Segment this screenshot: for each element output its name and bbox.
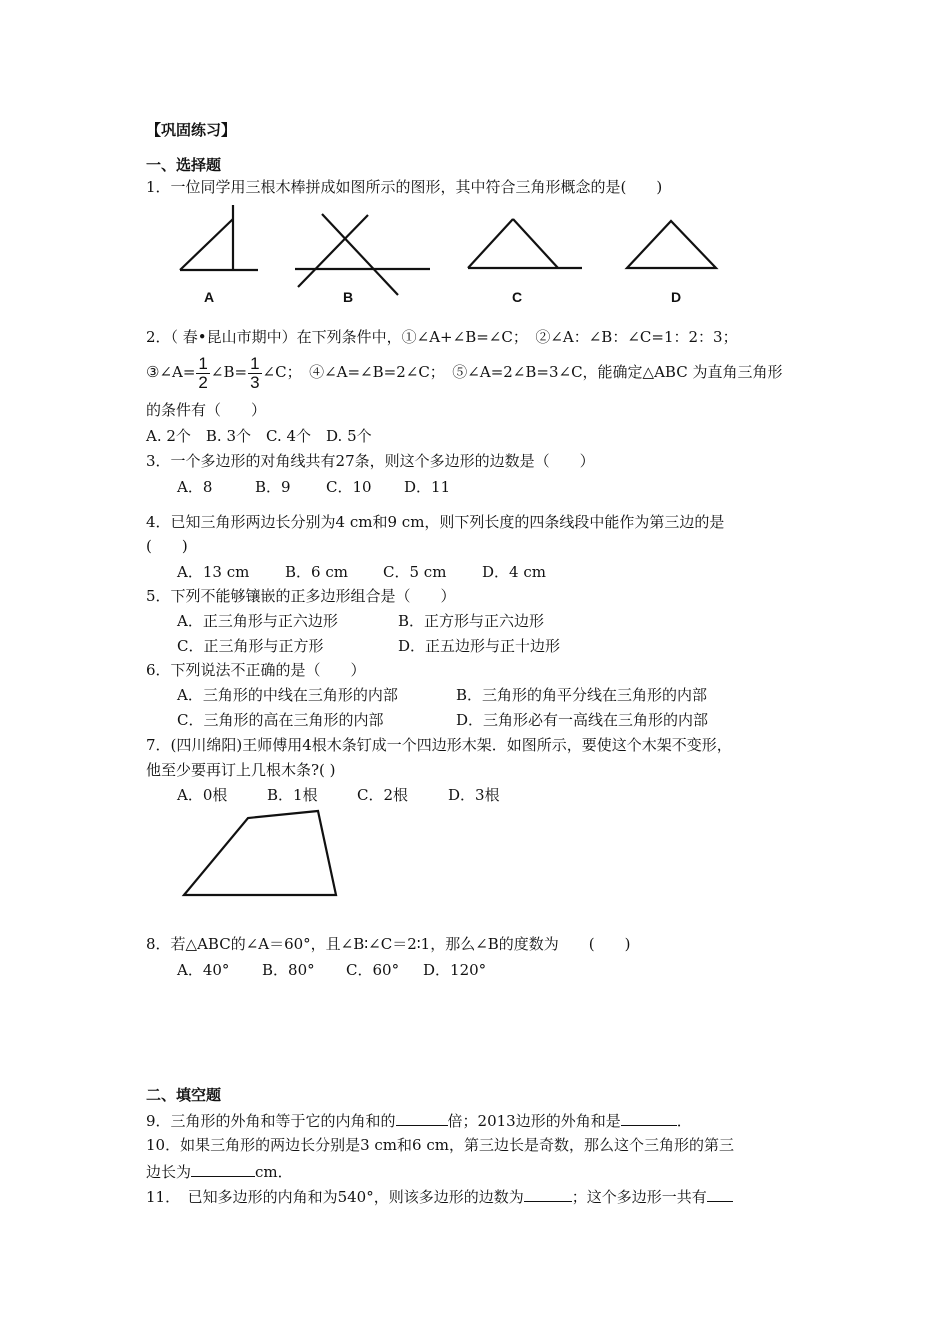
q4-line1: 4．已知三角形两边长分别为4 cm和9 cm，则下列长度的四条线段中能作为第三边的是 <box>146 513 725 531</box>
figure-b-label: B <box>343 289 354 305</box>
q3-option-d: D．11 <box>404 478 451 496</box>
q6-option-a: A．三角形的中线在三角形的内部 <box>177 686 398 704</box>
part1-title: 一、选择题 <box>146 156 222 174</box>
q7-line2: 他至少要再订上几根木条?( ) <box>146 761 336 779</box>
q2-line2-c: ∠C； ④∠A=∠B=2∠C； ⑤∠A=2∠B=3∠C，能确定△ABC 为直角三角形 <box>262 363 783 381</box>
q11-blank-1[interactable] <box>524 1185 572 1202</box>
q11-text-b: ；这个多边形一共有 <box>571 1188 707 1206</box>
q4-option-d: D．4 cm <box>482 563 546 581</box>
q2-line2-b: ∠B= <box>210 363 248 381</box>
q7-option-c: C．2根 <box>357 786 409 804</box>
figure-c-label: C <box>512 289 523 305</box>
q8-text: 8．若△ABC的∠A＝60°，且∠B∶∠C＝2∶1，那么∠B的度数为 ( ) <box>146 935 631 953</box>
fraction-one-half: $\frac{1}{2}$ <box>198 353 208 392</box>
q8-option-d: D．120° <box>423 961 487 979</box>
fraction-one-third: $\frac{1}{3}$ <box>250 353 260 392</box>
part2-title: 二、填空题 <box>146 1086 222 1104</box>
q2-options: A. 2个 B. 3个 C. 4个 D. 5个 <box>146 427 372 445</box>
q6-option-b: B．三角形的角平分线在三角形的内部 <box>456 686 708 704</box>
figure-a-label: A <box>204 289 215 305</box>
q10-blank[interactable] <box>191 1160 255 1177</box>
q11-blank-2[interactable] <box>707 1185 733 1202</box>
q7-option-a: A．0根 <box>177 786 228 804</box>
q10-line2 <box>146 1160 293 1182</box>
figure-a <box>180 205 258 270</box>
q9-text-a: 9．三角形的外角和等于它的内角和的 <box>146 1112 396 1130</box>
q3-option-b: B．9 <box>255 478 291 496</box>
q4-option-a: A．13 cm <box>177 563 250 581</box>
q5-option-d: D．正五边形与正十边形 <box>398 637 561 655</box>
q11-text-a: 11． 已知多边形的内角和为540°，则该多边形的边数为 <box>146 1188 524 1206</box>
q9-text-b: 倍；2013边形的外角和是 <box>447 1112 621 1130</box>
q4-line2: ( ) <box>146 537 188 555</box>
q7-option-b: B．1根 <box>267 786 318 804</box>
q5-option-a: A．正三角形与正六边形 <box>177 612 338 630</box>
q4-option-b: B．6 cm <box>285 563 348 581</box>
q9-blank-2[interactable] <box>621 1109 677 1126</box>
q6-text: 6．下列说法不正确的是（ ） <box>146 661 366 679</box>
q2-line1: 2．（ 春•昆山市期中）在下列条件中，①∠A+∠B=∠C； ②∠A：∠B：∠C=1：2：3； <box>146 328 738 346</box>
figure-d <box>627 221 716 268</box>
section-header: 【巩固练习】 <box>146 121 237 139</box>
q11-line <box>146 1185 733 1207</box>
q8-option-c: C．60° <box>346 961 400 979</box>
q5-option-c: C．正三角形与正方形 <box>177 637 324 655</box>
figure-d-label: D <box>671 289 682 305</box>
q10-line1: 10．如果三角形的两边长分别是3 cm和6 cm，第三边长是奇数，那么这个三角形的第三 <box>146 1136 734 1154</box>
q10-text-b: cm． <box>255 1163 293 1181</box>
q7-line1: 7．(四川绵阳)王师傅用4根木条钉成一个四边形木架．如图所示，要使这个木架不变形， <box>146 736 732 754</box>
q8-option-b: B．80° <box>262 961 315 979</box>
q2-line2 <box>146 352 782 392</box>
q10-text-a: 边长为 <box>146 1163 192 1181</box>
q7-quadrilateral-figure <box>0 0 950 100</box>
figure-b <box>295 214 430 295</box>
q9-blank-1[interactable] <box>396 1109 448 1126</box>
q5-text: 5．下列不能够镶嵌的正多边形组合是（ ） <box>146 587 456 605</box>
q8-option-a: A．40° <box>177 961 230 979</box>
figure-c <box>468 219 582 268</box>
q2-line2-a: ③∠A= <box>146 363 196 381</box>
q5-option-b: B．正方形与正六边形 <box>398 612 545 630</box>
q6-option-d: D．三角形必有一高线在三角形的内部 <box>456 711 709 729</box>
q4-option-c: C．5 cm <box>383 563 447 581</box>
q6-option-c: C．三角形的高在三角形的内部 <box>177 711 384 729</box>
q3-text: 3．一个多边形的对角线共有27条，则这个多边形的边数是（ ） <box>146 452 595 470</box>
q3-option-a: A．8 <box>177 478 213 496</box>
q9-line <box>146 1109 692 1131</box>
q1-text: 1．一位同学用三根木棒拼成如图所示的图形，其中符合三角形概念的是( ) <box>146 178 663 196</box>
q7-option-d: D．3根 <box>448 786 500 804</box>
q2-line3: 的条件有（ ） <box>146 401 267 419</box>
q3-option-c: C．10 <box>326 478 372 496</box>
q9-text-c: ． <box>676 1112 692 1130</box>
